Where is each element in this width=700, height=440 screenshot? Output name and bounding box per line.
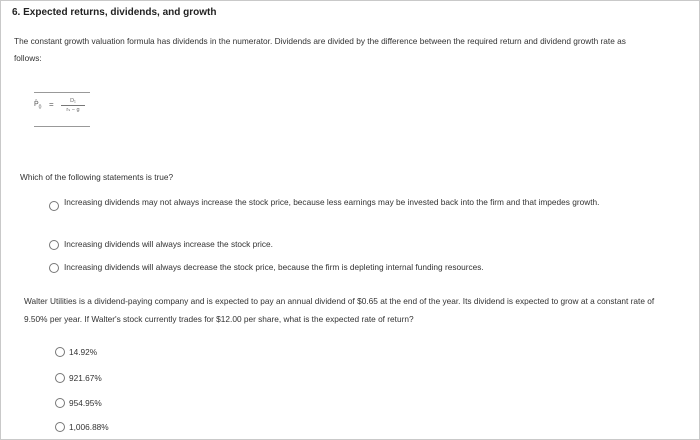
formula-equals: = [49, 100, 54, 109]
formula-lhs-subscript: 0 [38, 104, 42, 111]
formula-top-rule [34, 92, 90, 93]
q1-option-2-radio[interactable] [49, 240, 59, 250]
q2-option-1-radio[interactable] [55, 347, 65, 357]
q2-option-4-radio[interactable] [55, 422, 65, 432]
q2-option-2-label[interactable]: 921.67% [69, 373, 102, 383]
q1-option-2-label[interactable]: Increasing dividends will always increase the stock price. [64, 239, 273, 249]
question2-prompt: Walter Utilities is a dividend-paying company and is expected to pay an annual dividend of $0.65 at the end of the year. Its dividend is expected to grow at a constant rate of 9.50% per year. If Walter's stock currently trades for $12.00 per share, what is the expected rate of return? [24, 296, 655, 324]
formula-fraction [58, 98, 88, 113]
q1-option-3-label[interactable]: Increasing dividends will always decrease the stock price, because the firm is depleting internal funding resources. [64, 262, 484, 272]
formula-fraction-bar [61, 105, 85, 106]
formula-denominator: rₛ − g [66, 107, 80, 113]
formula-lhs [34, 101, 41, 110]
q1-option-1-radio[interactable] [49, 201, 59, 211]
q1-option-3-radio[interactable] [49, 263, 59, 273]
q1-option-1-label[interactable]: Increasing dividends may not always increase the stock price, because less earnings may be invested back into the firm and that impedes growth. [64, 197, 600, 207]
formula-bottom-rule [34, 126, 90, 127]
q2-option-4-label[interactable]: 1,006.88% [69, 422, 109, 432]
q2-option-2-radio[interactable] [55, 373, 65, 383]
q2-option-3-radio[interactable] [55, 398, 65, 408]
question1-prompt: Which of the following statements is true? [20, 172, 174, 182]
formula-numerator: D₁ [70, 98, 76, 104]
q2-option-3-label[interactable]: 954.95% [69, 398, 102, 408]
intro-text: The constant growth valuation formula has dividends in the numerator. Dividends are divided by the difference between the required return and dividend growth rate as follows: [14, 36, 626, 63]
constant-growth-formula [34, 88, 90, 130]
formula-lhs-symbol: P̂ [34, 101, 39, 108]
q2-option-1-label[interactable]: 14.92% [69, 347, 98, 357]
section-title: 6. Expected returns, dividends, and growth [12, 7, 217, 18]
